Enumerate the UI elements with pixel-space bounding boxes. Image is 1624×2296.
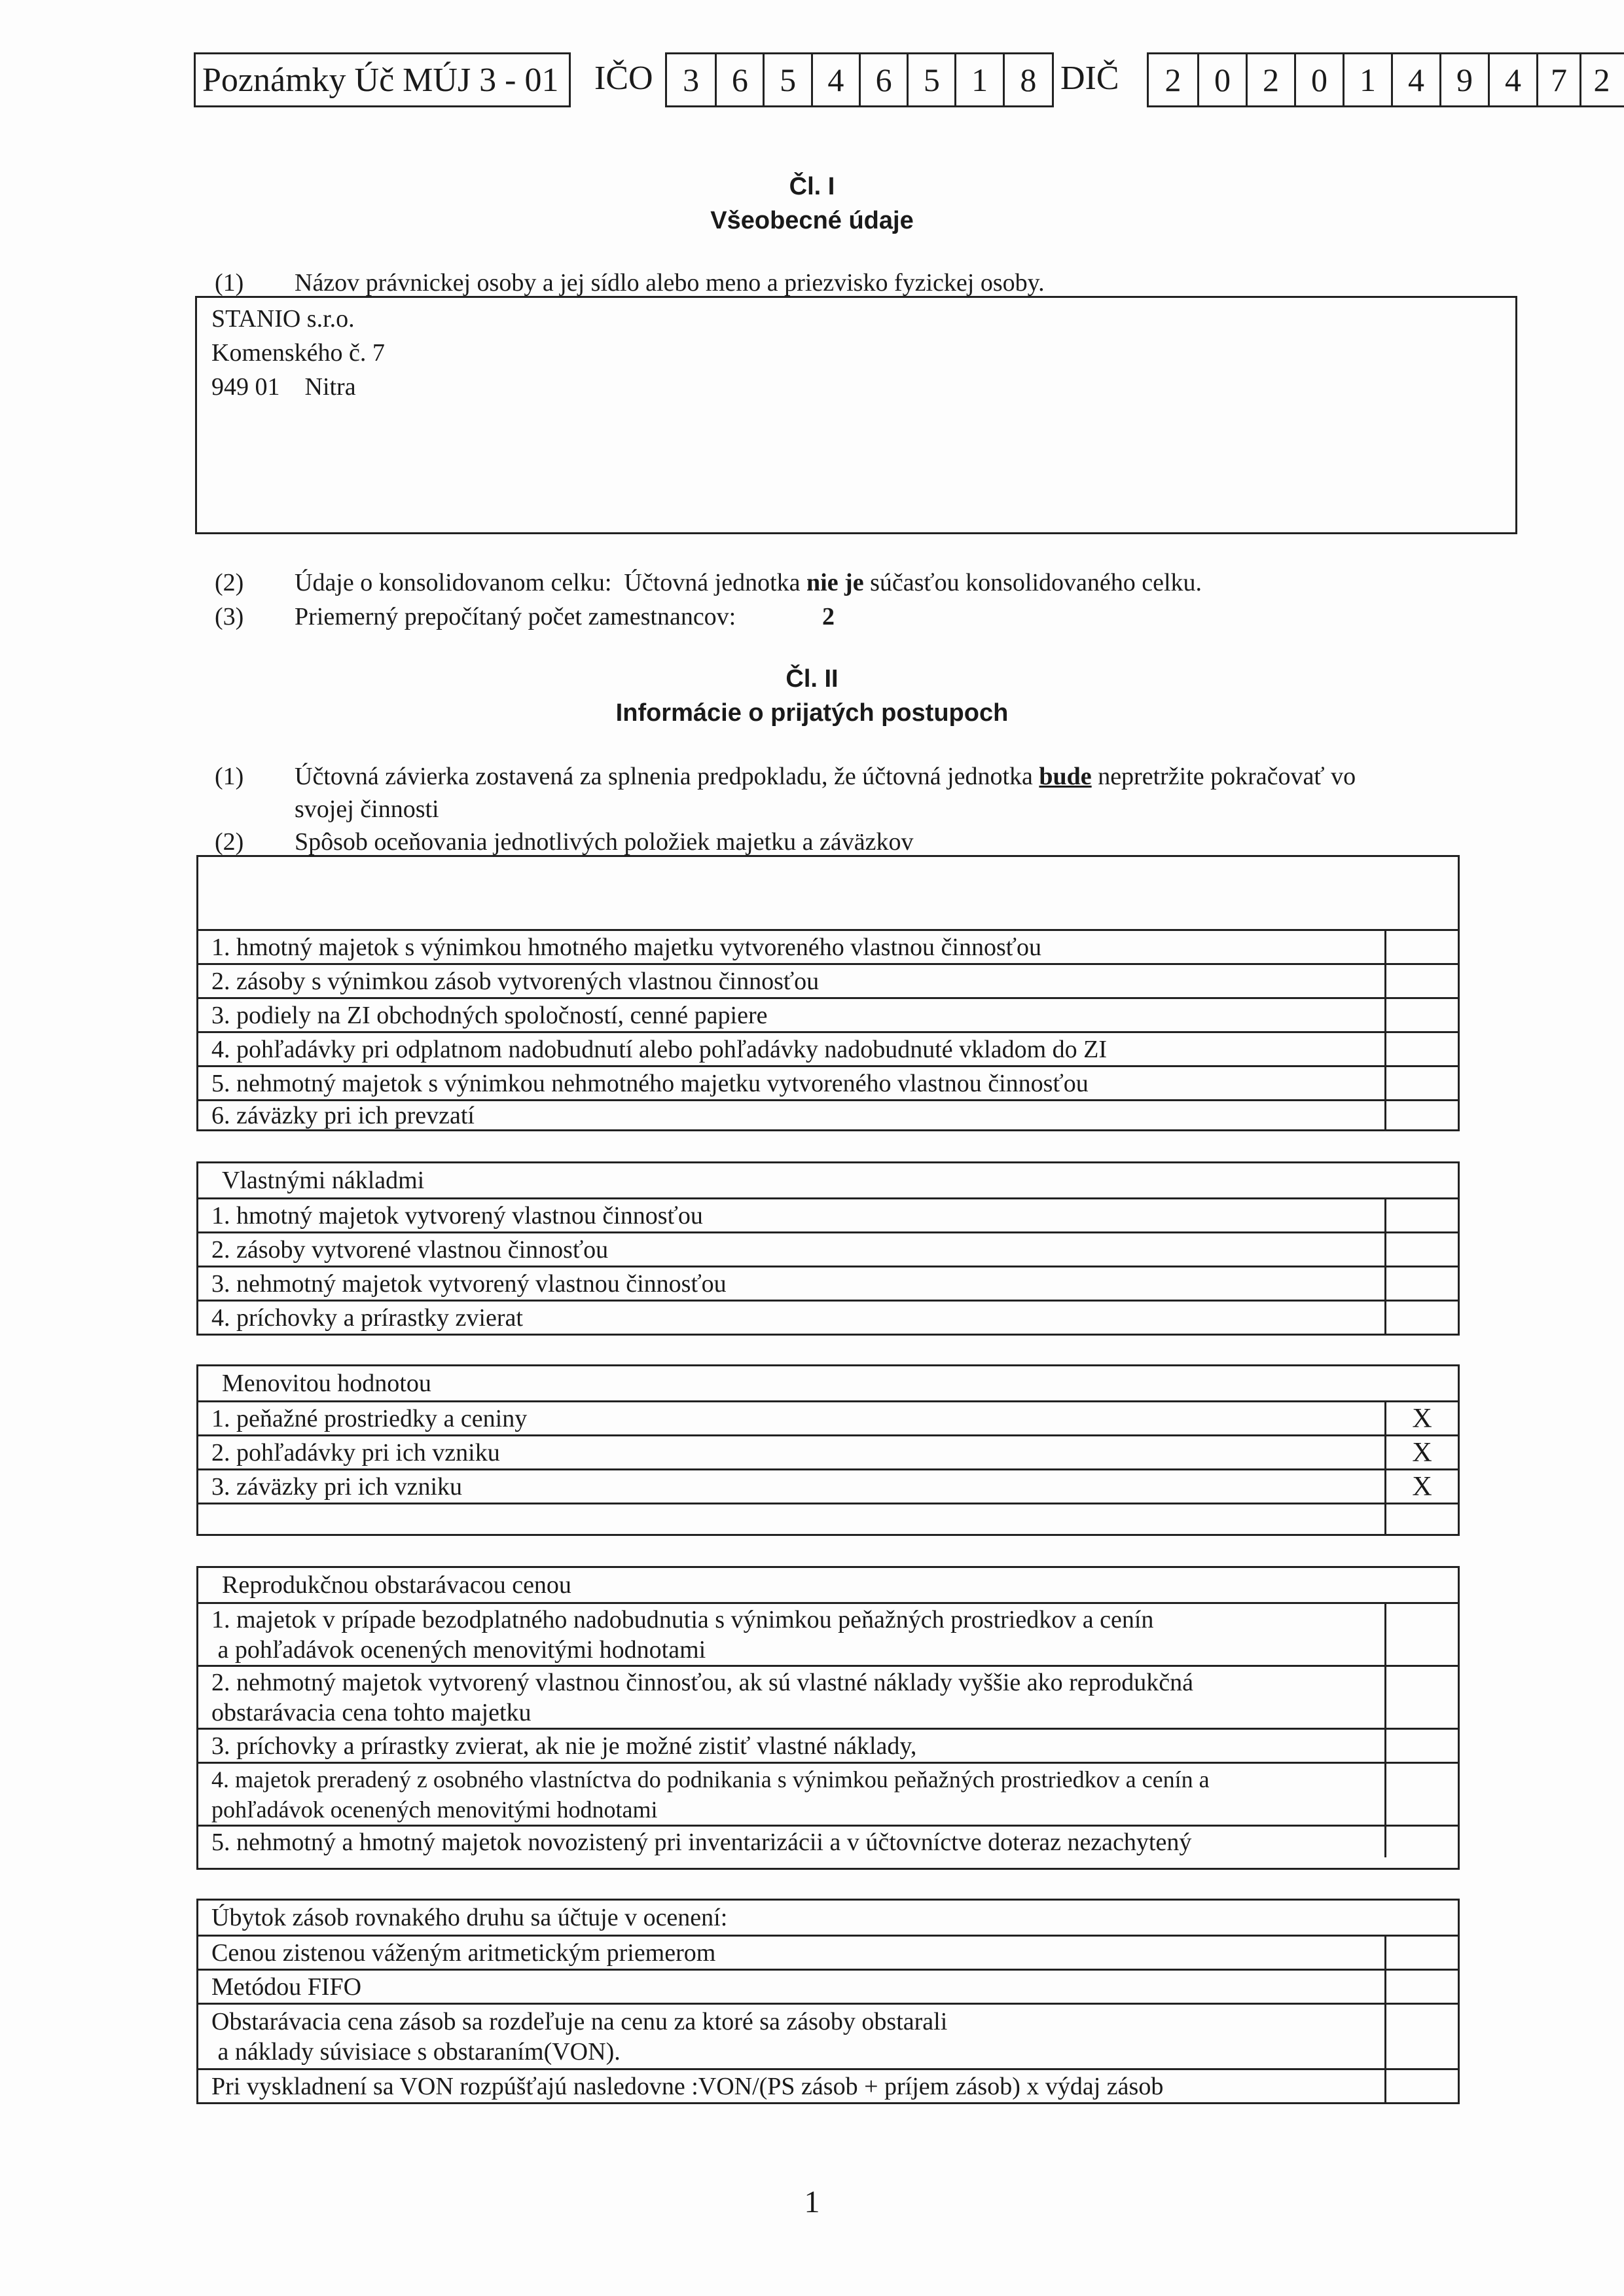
- s2-item1-text: Účtovná závierka zostavená za splnenia predpokladu, že účtovná jednotka bude nepretržite pokračovať vo: [295, 763, 1356, 790]
- table-row: 4. pohľadávky pri odplatnom nadobudnutí alebo pohľadávky nadobudnuté vkladom do ZI: [198, 1031, 1458, 1065]
- checkbox-cell[interactable]: [1384, 1604, 1458, 1665]
- ico-digit: 8: [1003, 54, 1052, 105]
- page-number: 1: [804, 2185, 820, 2219]
- checkbox-cell[interactable]: [1384, 1730, 1458, 1762]
- table-row: Obstarávacia cena zásob sa rozdeľuje na cenu za ktoré sa zásoby obstarali a náklady súvisiace s obstaraním(VON).: [198, 2003, 1458, 2068]
- s1-item1-no: (1): [215, 269, 244, 297]
- table-row: 4. majetok preradený z osobného vlastníctva do podnikania s výnimkou peňažných prostriedkov a cenín a pohľadávok ocenených menovitými hodnotami: [198, 1762, 1458, 1825]
- dic-digit: 1: [1343, 54, 1391, 105]
- address-line: STANIO s.r.o.: [211, 305, 355, 333]
- s1-item3-no: (3): [215, 603, 244, 630]
- address-line: 949 01 Nitra: [211, 373, 356, 401]
- address-line: Komenského č. 7: [211, 339, 385, 367]
- table-row: 3. podiely na ZI obchodných spoločností, cenné papiere: [198, 997, 1458, 1031]
- dic-digit: 4: [1488, 54, 1536, 105]
- checkbox-cell[interactable]: X: [1384, 1470, 1458, 1503]
- employee-count: 2: [822, 603, 835, 630]
- dic-digit: 2: [1246, 54, 1294, 105]
- checkbox-cell[interactable]: [1384, 2070, 1458, 2102]
- checkbox-cell[interactable]: [1384, 1033, 1458, 1065]
- table-heading-row: Úbytok zásob rovnakého druhu sa účtuje v ocenení:: [211, 1904, 728, 1931]
- table-empty-header: [198, 857, 1458, 929]
- dic-digit: 7: [1536, 54, 1579, 105]
- checkbox-cell[interactable]: [1384, 1937, 1458, 1969]
- table-row: 2. nehmotný majetok vytvorený vlastnou činnosťou, ak sú vlastné náklady vyššie ako reprodukčná obstarávacia cena tohto majetku: [198, 1665, 1458, 1728]
- checkbox-cell[interactable]: [1384, 1233, 1458, 1266]
- table-row: 5. nehmotný majetok s výnimkou nehmotného majetku vytvoreného vlastnou činnosťou: [198, 1065, 1458, 1099]
- valuation-table-reproduction: [196, 1566, 1460, 1870]
- checkbox-cell[interactable]: X: [1384, 1436, 1458, 1468]
- table-row: 1. majetok v prípade bezodplatného nadobudnutia s výnimkou peňažných prostriedkov a cenín a pohľadávok ocenených menovitými hodnotami: [198, 1602, 1458, 1665]
- s1-item3-text: Priemerný prepočítaný počet zamestnancov:: [295, 603, 736, 630]
- table-row: Metódou FIFO: [198, 1969, 1458, 2003]
- dic-digit: 0: [1197, 54, 1246, 105]
- s1-item1-text: Názov právnickej osoby a jej sídlo alebo meno a priezvisko fyzickej osoby.: [295, 269, 1045, 297]
- table-row: Cenou zistenou váženým aritmetickým priemerom: [198, 1935, 1458, 1969]
- table-row: 3. nehmotný majetok vytvorený vlastnou činnosťou: [198, 1266, 1458, 1300]
- section1-title: Všeobecné údaje: [710, 207, 914, 234]
- address-box: [195, 296, 1517, 534]
- checkbox-cell[interactable]: [1384, 1667, 1458, 1728]
- table-row: 5. nehmotný a hmotný majetok novozistený pri inventarizácii a v účtovníctve doteraz nezachytený: [198, 1825, 1458, 1857]
- table-heading-row: Menovitou hodnotou: [222, 1370, 431, 1397]
- ico-digit: 3: [683, 62, 700, 98]
- checkbox-cell[interactable]: [1384, 999, 1458, 1031]
- valuation-table-own-costs: [196, 1161, 1460, 1336]
- table-row: 1. peňažné prostriedky a ceniny X: [198, 1400, 1458, 1434]
- valuation-table-1: [196, 855, 1460, 1131]
- checkbox-cell[interactable]: [1384, 2005, 1458, 2068]
- checkbox-cell[interactable]: [1384, 1827, 1458, 1857]
- dic-digit: 2: [1164, 62, 1182, 98]
- s2-item2-no: (2): [215, 828, 244, 856]
- table-row: 2. zásoby s výnimkou zásob vytvorených vlastnou činnosťou: [198, 963, 1458, 997]
- checkbox-cell[interactable]: [1384, 1199, 1458, 1231]
- checkbox-cell[interactable]: [1384, 1067, 1458, 1099]
- table-row: 3. príchovky a prírastky zvierat, ak nie je možné zistiť vlastné náklady,: [198, 1728, 1458, 1762]
- table-row: 6. záväzky pri ich prevzatí: [198, 1099, 1458, 1129]
- s1-item2-no: (2): [215, 569, 244, 596]
- table-heading-row: Reprodukčnou obstarávacou cenou: [222, 1571, 571, 1599]
- checkbox-cell[interactable]: [1384, 1764, 1458, 1825]
- table-row: Pri vyskladnení sa VON rozpúšťajú nasledovne :VON/(PS zásob + príjem zásob) x výdaj zásob: [198, 2068, 1458, 2102]
- section1-number: Čl. I: [789, 173, 835, 200]
- checkbox-cell[interactable]: [1384, 1971, 1458, 2003]
- ico-digit: 4: [811, 54, 859, 105]
- dic-digit: 4: [1391, 54, 1439, 105]
- s2-item2-text: Spôsob oceňovania jednotlivých položiek majetku a záväzkov: [295, 828, 914, 856]
- dic-digit: 9: [1439, 54, 1488, 105]
- checkbox-cell[interactable]: [1384, 1101, 1458, 1129]
- s2-item1-no: (1): [215, 763, 244, 790]
- valuation-table-nominal: [196, 1364, 1460, 1536]
- ico-digits: [665, 52, 1054, 107]
- section2-title: Informácie o prijatých postupoch: [615, 699, 1009, 727]
- checkbox-cell[interactable]: [1384, 1504, 1458, 1534]
- table-row: [198, 1503, 1458, 1534]
- ico-digit: 5: [907, 54, 954, 105]
- checkbox-cell[interactable]: [1384, 931, 1458, 963]
- checkbox-cell[interactable]: [1384, 1302, 1458, 1334]
- table-row: 4. príchovky a prírastky zvierat: [198, 1300, 1458, 1334]
- form-title: Poznámky Úč MÚJ 3 - 01: [194, 52, 571, 107]
- ico-digit: 1: [954, 54, 1002, 105]
- table-row: 2. pohľadávky pri ich vzniku X: [198, 1434, 1458, 1468]
- ico-digit: 5: [763, 54, 810, 105]
- table-row: 1. hmotný majetok vytvorený vlastnou činnosťou: [198, 1197, 1458, 1231]
- checkbox-cell[interactable]: X: [1384, 1402, 1458, 1434]
- dic-digits: [1147, 52, 1624, 107]
- checkbox-cell[interactable]: [1384, 1267, 1458, 1300]
- ico-label: IČO: [594, 60, 653, 97]
- s2-item1-line2: svojej činnosti: [295, 795, 439, 823]
- table-heading-row: Vlastnými nákladmi: [222, 1167, 425, 1194]
- table-row: 3. záväzky pri ich vzniku X: [198, 1468, 1458, 1503]
- ico-digit: 6: [715, 54, 763, 105]
- table-row: 2. zásoby vytvorené vlastnou činnosťou: [198, 1231, 1458, 1266]
- section2-number: Čl. II: [785, 665, 839, 693]
- dic-label: DIČ: [1060, 60, 1119, 97]
- table-row: 1. hmotný majetok s výnimkou hmotného majetku vytvoreného vlastnou činnosťou: [198, 929, 1458, 963]
- s1-item2-text: Údaje o konsolidovanom celku: Účtovná jednotka nie je súčasťou konsolidovaného celku.: [295, 569, 1202, 596]
- dic-digit: 0: [1294, 54, 1343, 105]
- checkbox-cell[interactable]: [1384, 965, 1458, 997]
- dic-digit: 2: [1579, 54, 1622, 105]
- inventory-outflow-table: [196, 1899, 1460, 2104]
- ico-digit: 6: [859, 54, 907, 105]
